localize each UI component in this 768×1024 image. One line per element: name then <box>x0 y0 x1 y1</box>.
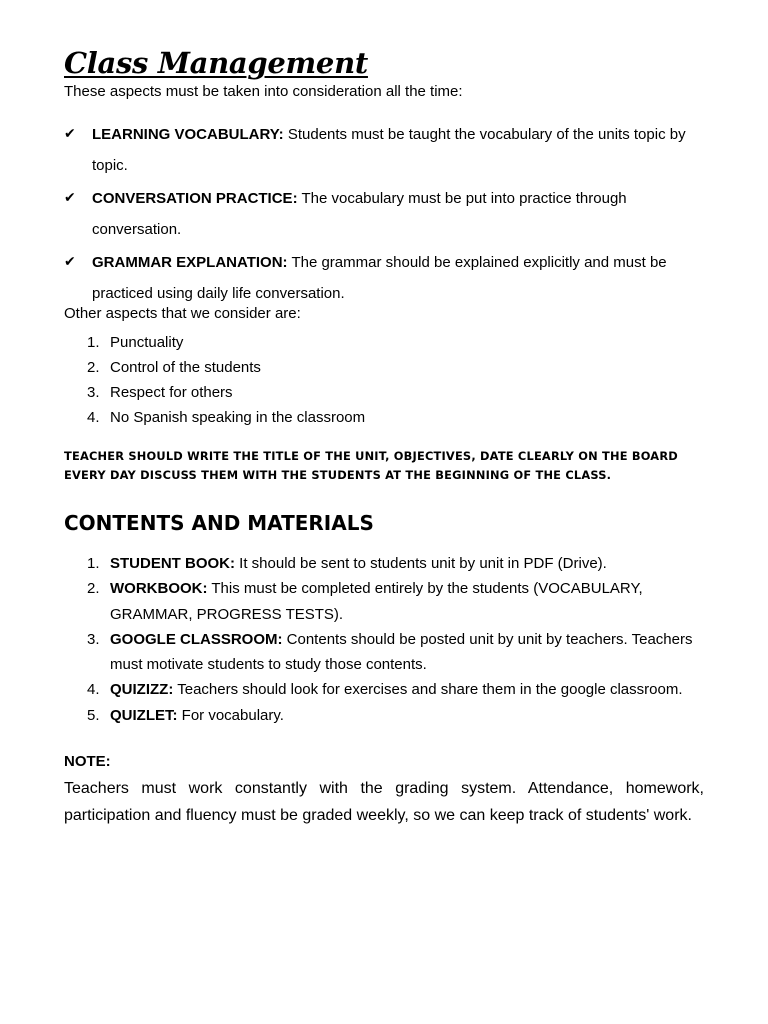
list-item <box>64 330 704 355</box>
list-number: 3. <box>87 630 100 648</box>
section-heading: CONTENTS AND MATERIALS <box>64 511 374 535</box>
aspect-label: CONVERSATION PRACTICE: <box>92 190 298 207</box>
list-number: 2. <box>87 580 100 598</box>
aspect-description: The vocabulary must be put into practice through conversation. <box>92 190 627 238</box>
intro-text: These aspects must be taken into consideration all the time: <box>64 83 463 100</box>
material-description: Contents should be posted unit by unit by teachers. Teachers must motivate students to study those contents. <box>110 630 693 674</box>
aspect-label: GRAMMAR EXPLANATION: <box>92 254 288 271</box>
material-description: It should be sent to students unit by unit in PDF (Drive). <box>235 555 607 572</box>
material-description: Teachers should look for exercises and share them in the google classroom. <box>173 681 683 699</box>
aspect-description: The grammar should be explained explicitly and must be practiced using daily life conversation. <box>92 254 667 302</box>
material-label: GOOGLE CLASSROOM: <box>110 630 283 648</box>
list-item <box>64 247 704 309</box>
list-item <box>64 576 704 627</box>
list-item-text: Respect for others <box>110 384 233 401</box>
other-aspects-list <box>64 330 704 430</box>
material-description: For vocabulary. <box>177 706 284 724</box>
list-item <box>64 355 704 380</box>
material-description: This must be completed entirely by the students (VOCABULARY, GRAMMAR, PROGRESS TESTS). <box>110 580 643 623</box>
list-item <box>64 551 704 576</box>
list-item <box>64 380 704 405</box>
material-label: QUIZIZZ: <box>110 681 174 699</box>
page-title: Class Management <box>64 46 368 80</box>
material-label: WORKBOOK: <box>110 580 208 598</box>
list-item-text: Punctuality <box>110 334 184 351</box>
list-number: 3. <box>87 384 100 401</box>
list-number: 4. <box>87 681 100 699</box>
list-item <box>64 119 704 181</box>
list-item-text: No Spanish speaking in the classroom <box>110 409 366 426</box>
list-number: 1. <box>87 555 100 572</box>
list-item <box>64 677 704 702</box>
list-item <box>64 627 704 678</box>
list-number: 2. <box>87 359 100 376</box>
aspect-description: Students must be taught the vocabulary of the units topic by topic. <box>92 126 686 174</box>
checkmark-icon: ✔ <box>64 126 76 142</box>
aspect-label: LEARNING VOCABULARY: <box>92 126 284 143</box>
teacher-instruction: TEACHER SHOULD WRITE THE TITLE OF THE UNIT, OBJECTIVES, DATE CLEARLY ON THE BOARD EVERY DAY DISCUSS THEM WITH THE STUDENTS AT THE BEGINNING OF THE CLASS. <box>64 449 678 482</box>
note-label: NOTE: <box>64 753 111 770</box>
list-item <box>64 703 704 728</box>
materials-list <box>64 551 704 728</box>
list-item <box>64 183 704 245</box>
material-label: STUDENT BOOK: <box>110 555 235 572</box>
note-text: Teachers must work constantly with the grading system. Attendance, homework, participation and fluency must be graded weekly, so we can keep track of students' work. <box>64 780 704 824</box>
list-item-text: Control of the students <box>110 359 261 376</box>
other-aspects-intro: Other aspects that we consider are: <box>64 305 301 322</box>
key-aspects-list <box>64 119 704 311</box>
list-number: 4. <box>87 409 100 426</box>
checkmark-icon: ✔ <box>64 190 76 206</box>
material-label: QUIZLET: <box>110 706 178 724</box>
list-number: 1. <box>87 334 100 351</box>
checkmark-icon: ✔ <box>64 254 76 270</box>
list-number: 5. <box>87 706 100 724</box>
list-item <box>64 405 704 430</box>
